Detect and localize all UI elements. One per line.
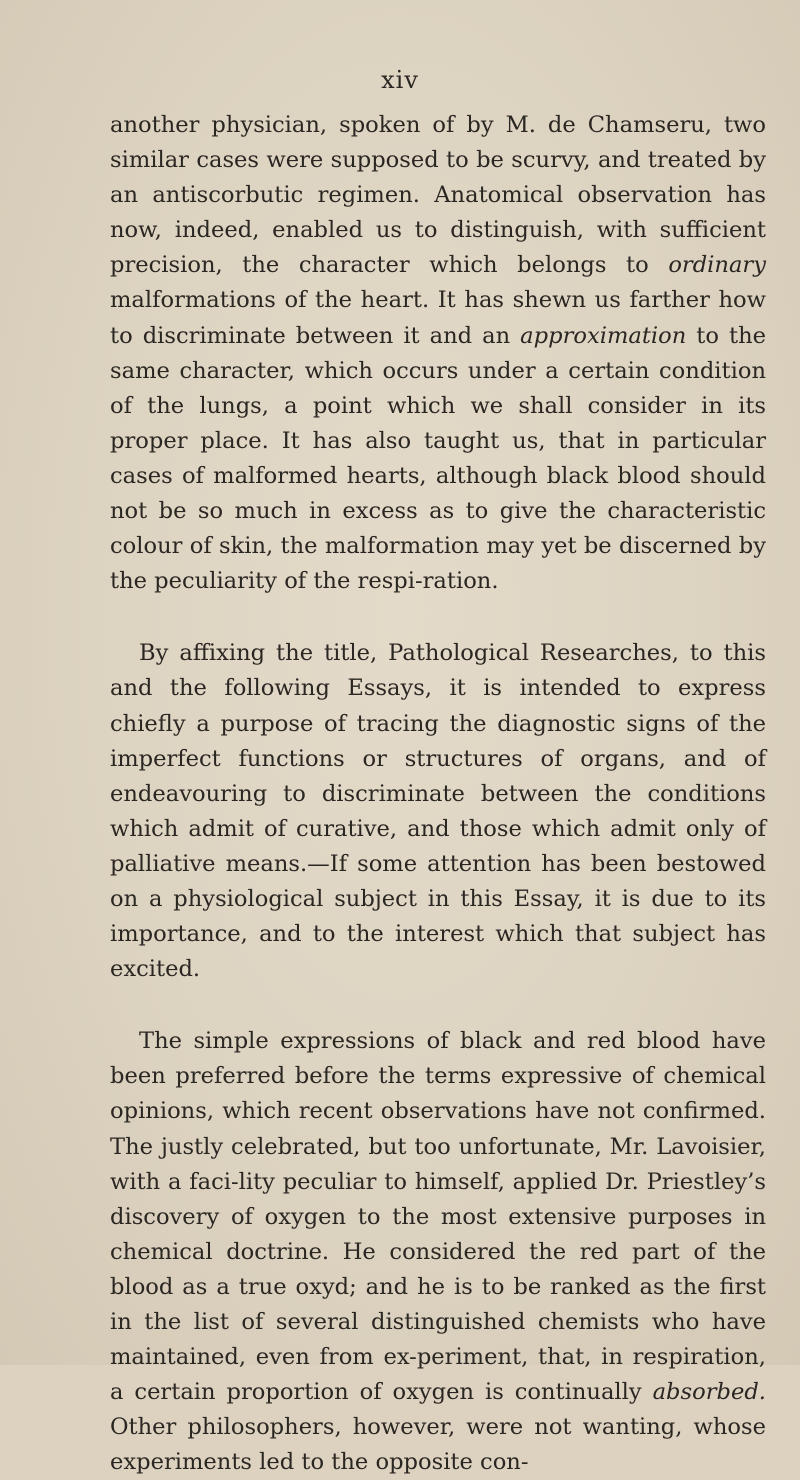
body-text: [110, 108, 766, 1480]
paragraph-1-run-5: to the same character, which occurs under a certain condition of the lungs, a point which we shall consider in its proper place. It has also taught us, that in particular cases of malformed hearts, although black blood should not be so much in excess as to give the characteristic colour of skin, the malformation may yet be discerned by the peculiarity of the respi-ration.: [110, 322, 766, 595]
paragraph-1-run-1: another physician, spoken of by M. de Chamseru, two similar cases were supposed to be scurvy, and treated by an antiscorbutic regimen. Anatomical observation has now, indeed, enabled us to distinguish, with sufficient precision, the character which belongs to: [110, 112, 766, 279]
paragraph-1: [110, 108, 766, 599]
paragraph-1-run-3: malformations of the heart. It has shewn us farther how to discriminate between it and an: [110, 287, 766, 349]
page-number: xiv: [381, 66, 419, 94]
paragraph-3: [110, 1024, 766, 1480]
paragraph-2-run-1: By affixing the title, Pathological Researches, to this and the following Essays, it is intended to express chiefly a purpose of tracing the diagnostic signs of the imperfect functions or structures of organs, and of endeavouring to discriminate between the conditions which admit of curative, and those which admit only of palliative means.—If some attention has been bestowed on a physiological subject in this Essay, it is due to its importance, and to the interest which that subject has excited.: [110, 640, 766, 983]
paragraph-2: [110, 636, 766, 987]
paragraph-1-run-2-italic: ordinary: [668, 252, 766, 279]
paragraph-1-run-4-italic: approximation: [520, 322, 687, 349]
paragraph-3-run-1: The simple expressions of black and red blood have been preferred before the terms expressive of chemical opinions, which recent observations have not confirmed. The justly celebrated, but too unfortunate, Mr. Lavoisier, with a faci-lity peculiar to himself, applied Dr. Priestley’s discovery of oxygen to the most extensive purposes in chemical doctrine. He considered the red part of the blood as a true oxyd; and he is to be ranked as the first in the list of several distinguished chemists who have maintained, even from ex-periment, that, in respiration, a certain proportion of oxygen is continually: [110, 1028, 766, 1406]
paragraph-3-run-2-italic: absorbed.: [652, 1379, 766, 1406]
paragraph-3-run-3: Other philosophers, however, were not wanting, whose experiments led to the opposite con-: [110, 1414, 766, 1476]
